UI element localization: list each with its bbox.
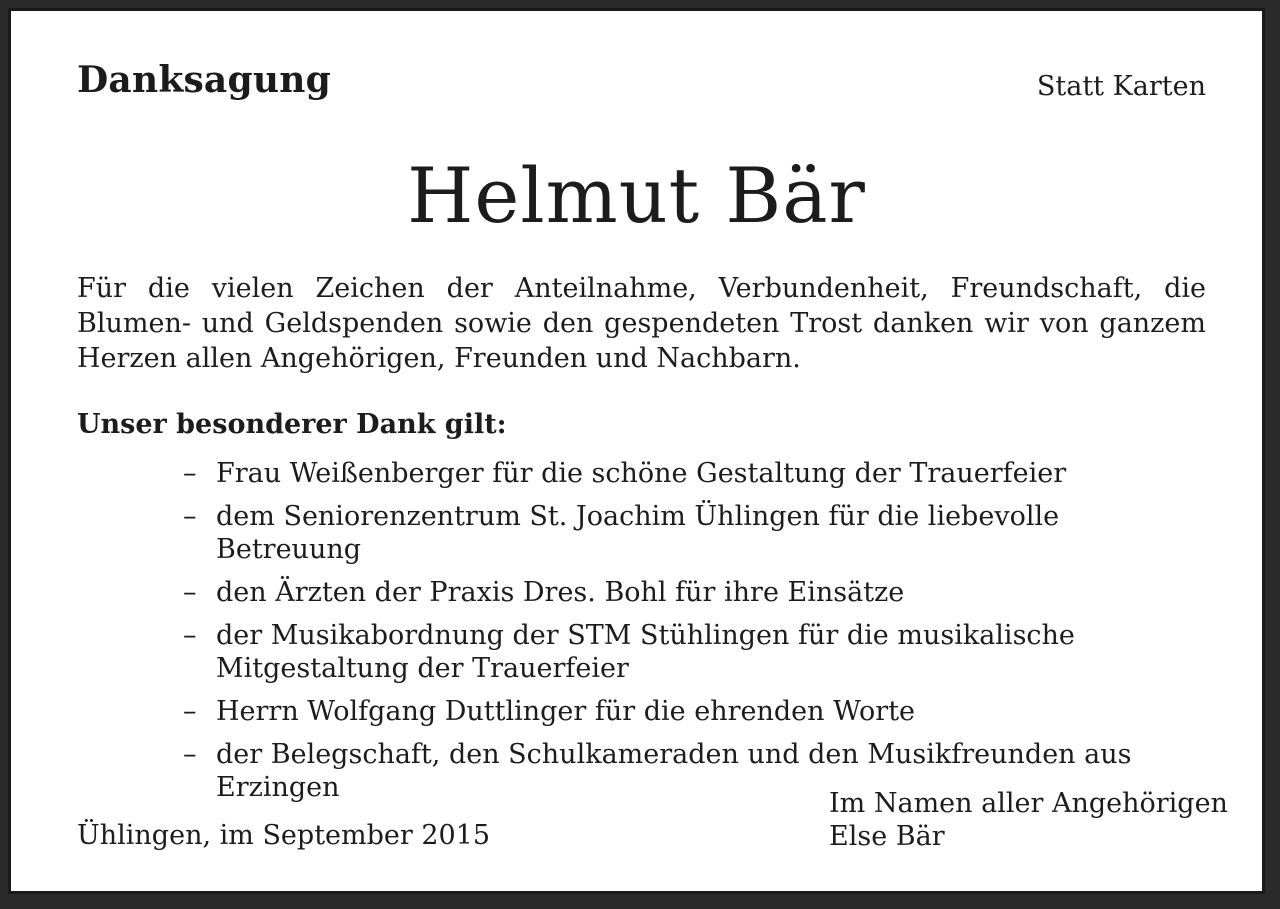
list-item [183, 457, 1206, 490]
intro-paragraph: Für die vielen Zeichen der Anteilnahme, Verbundenheit, Freundschaft, die Blumen- und Geldspenden sowie den gespendeten Trost danken wir von ganzem Herzen allen Angehörigen, Freunden und Nachbarn. [77, 273, 1206, 374]
list-item-text: der Belegschaft, den Schulkameraden und den Musikfreunden aus Erzingen [216, 739, 1132, 803]
obituary-notice [8, 8, 1265, 894]
list-item [183, 576, 1206, 609]
list-item-text: Frau Weißenberger für die schöne Gestaltung der Trauerfeier [216, 458, 1067, 489]
signature-line: Im Namen aller Angehörigen [829, 788, 1228, 819]
list-item-text: Herrn Wolfgang Duttlinger für die ehrenden Worte [216, 696, 916, 727]
signature-name: Else Bär [829, 821, 945, 852]
list-item-text: der Musikabordnung der STM Stühlingen für die musikalische Mitgestaltung der Trauerfeier [216, 620, 1075, 684]
dash-bullet: – [183, 458, 197, 489]
list-item-text: dem Seniorenzentrum St. Joachim Ühlingen für die liebevolle Betreuung [216, 501, 1060, 565]
dash-bullet: – [183, 620, 197, 651]
thanks-list [183, 457, 1206, 814]
dash-bullet: – [183, 501, 197, 532]
notice-title: Danksagung [77, 59, 331, 101]
place-date: Ühlingen, im September 2015 [77, 820, 491, 851]
signature-block [829, 787, 1228, 853]
deceased-name: Helmut Bär [407, 151, 866, 240]
thanks-heading: Unser besonderer Dank gilt: [77, 409, 507, 440]
list-item [183, 500, 1206, 566]
list-item [183, 619, 1206, 685]
notice-subtitle: Statt Karten [1036, 71, 1206, 102]
dash-bullet: – [183, 577, 197, 608]
list-item [183, 695, 1206, 728]
dash-bullet: – [183, 739, 197, 770]
dash-bullet: – [183, 696, 197, 727]
list-item-text: den Ärzten der Praxis Dres. Bohl für ihre Einsätze [216, 577, 905, 608]
